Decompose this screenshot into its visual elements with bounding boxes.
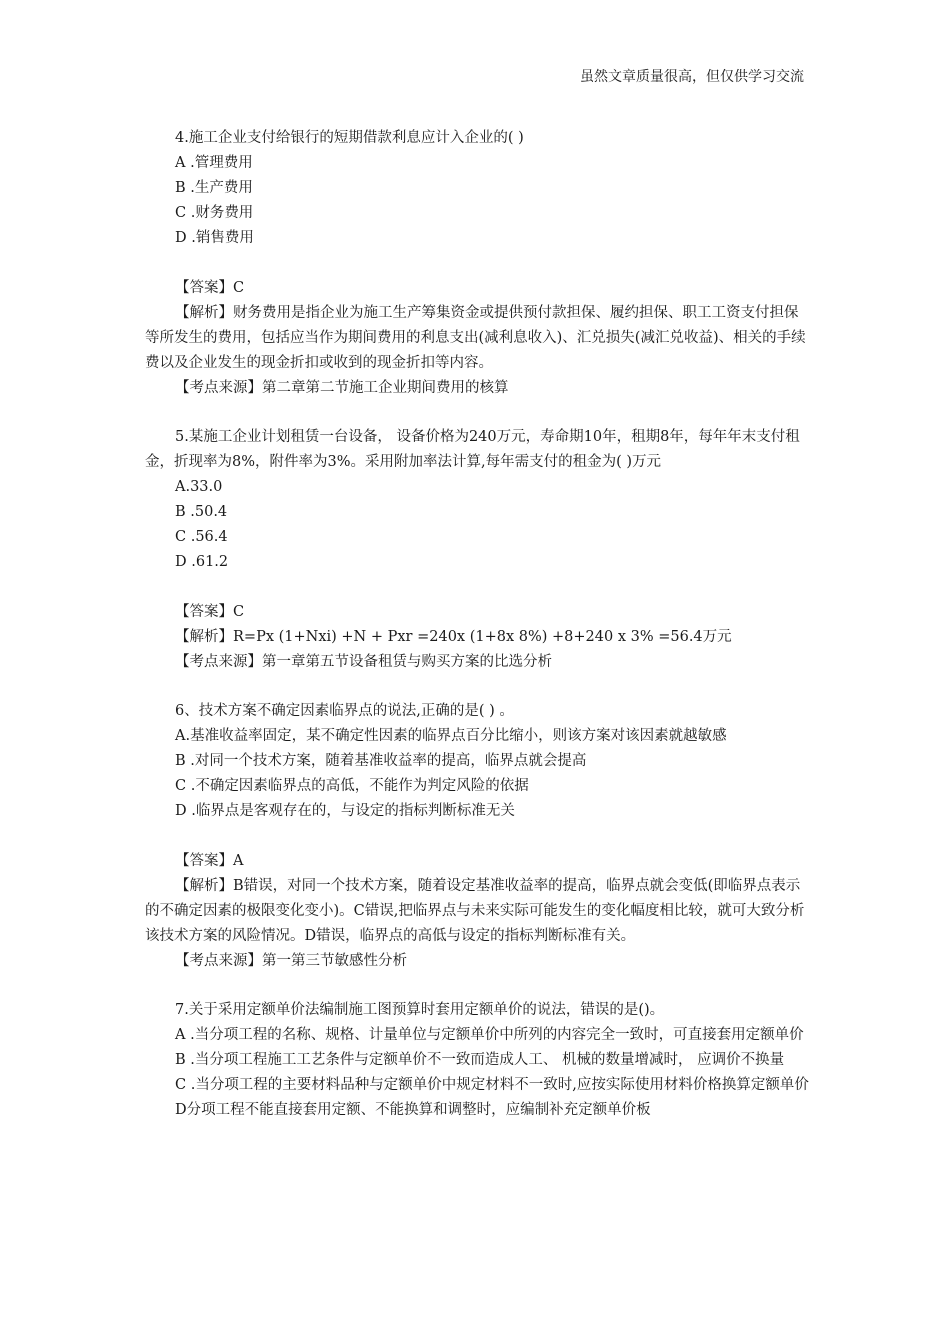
option-b: B .50.4 [175,504,228,520]
document-body [145,126,810,1123]
analysis: 【解析】R=Px (1+Nxi) +N + Pxr =240x (1+8x 8%) +8+240 x 3% =56.4万元 [175,628,732,645]
option-a: A.33.0 [175,479,223,495]
option-c: C .56.4 [175,529,228,545]
analysis: 【解析】财务费用是指企业为施工生产筹集资金或提供预付款担保、履约担保、职工工资支付担保等所发生的费用，包括应当作为期间费用的利息支出(减利息收入)、汇兑损失(减汇兑收益)、相关的手续费以及企业发生的现金折扣或收到的现金折扣等内容。 [145,304,806,371]
option-b: B .生产费用 [175,180,253,196]
source: 【考点来源】第二章第二节施工企业期间费用的核算 [175,379,509,396]
option-d: D .61.2 [175,554,229,570]
option-c: C .财务费用 [175,205,254,221]
option-b: B .当分项工程施工工艺条件与定额单价不一致而造成人工、 机械的数量增减时， 应调价不换量 [175,1052,785,1068]
question-stem: 5.某施工企业计划租赁一台设备， 设备价格为240万元，寿命期10年，租期8年，每年年末支付租金，折现率为8%，附件率为3%。采用附加率法计算,每年需支付的租金为( )万元 [145,429,800,470]
option-a: A .当分项工程的名称、规格、计量单位与定额单价中所列的内容完全一致时，可直接套用定额单价 [175,1027,804,1043]
option-c: C .当分项工程的主要材料品种与定额单价中规定材料不一致时,应按实际使用材料价格换算定额单价 [175,1077,809,1093]
question-stem: 7.关于采用定额单价法编制施工图预算时套用定额单价的说法，错误的是()。 [175,1002,665,1018]
option-d: D .临界点是客观存在的，与设定的指标判断标准无关 [175,803,515,819]
question-4 [145,126,810,401]
question-5 [145,425,810,675]
option-a: A .管理费用 [175,155,253,171]
page-header-note: 虽然文章质量很高，但仅供学习交流 [580,69,804,85]
source: 【考点来源】第一第三节敏感性分析 [175,952,407,969]
option-a: A.基准收益率固定，某不确定性因素的临界点百分比缩小，则该方案对该因素就越敏感 [175,728,727,744]
answer: 【答案】C [175,603,245,620]
analysis: 【解析】B错误，对同一个技术方案，随着设定基准收益率的提高，临界点就会变低(即临界点表示的不确定因素的极限变化变小)。C错误,把临界点与未来实际可能发生的变化幅度相比较，就可大致分析该技术方案的风险情况。D错误，临界点的高低与设定的指标判断标准有关。 [145,877,805,944]
answer: 【答案】A [175,852,244,869]
question-6 [145,699,810,974]
source: 【考点来源】第一章第五节设备租赁与购买方案的比选分析 [175,653,552,670]
option-c: C .不确定因素临界点的高低，不能作为判定风险的依据 [175,778,529,794]
option-b: B .对同一个技术方案，随着基准收益率的提高，临界点就会提高 [175,753,587,769]
option-d: D分项工程不能直接套用定额、不能换算和调整时，应编制补充定额单价板 [175,1102,651,1118]
answer: 【答案】C [175,279,245,296]
option-d: D .销售费用 [175,230,254,246]
question-7 [145,998,810,1123]
question-stem: 6、技术方案不确定因素临界点的说法,正确的是( ) 。 [175,703,514,719]
question-stem: 4.施工企业支付给银行的短期借款利息应计入企业的( ) [175,130,524,146]
